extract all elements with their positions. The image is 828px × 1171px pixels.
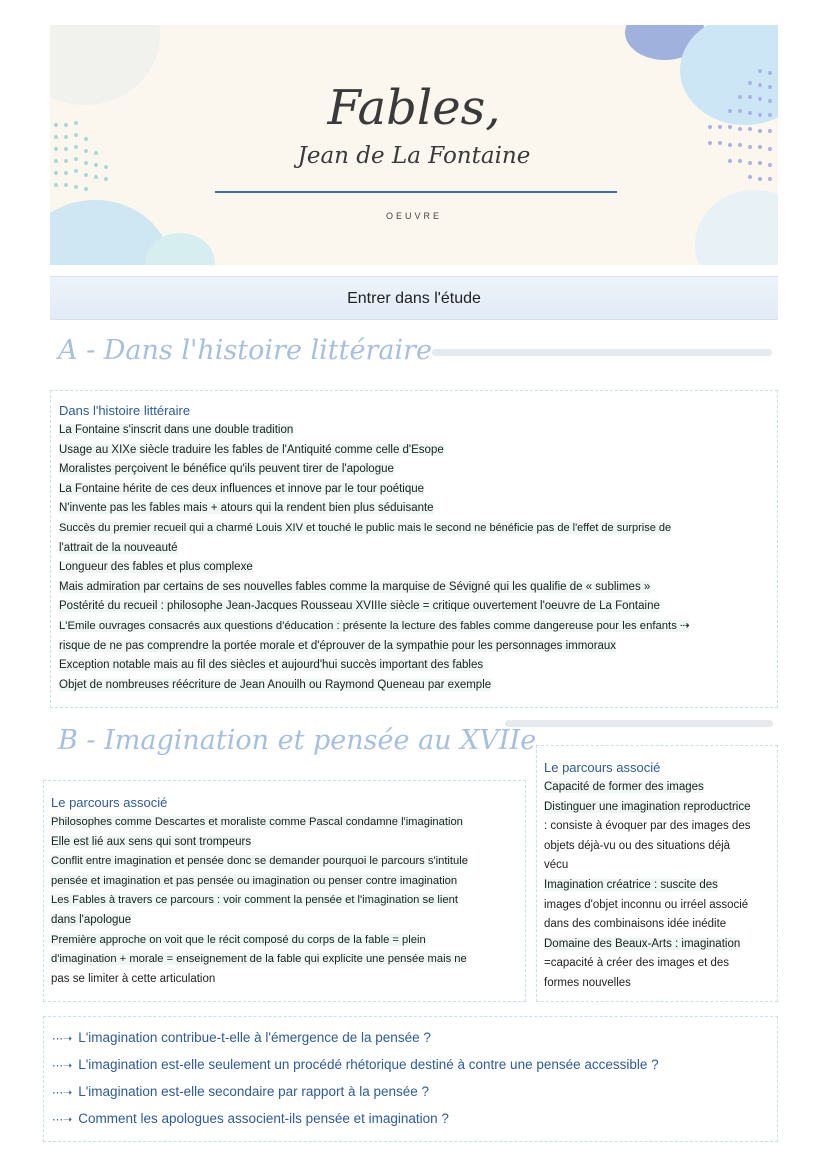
text-line: Succès du premier recueil qui a charmé Louis XIV et touché le public mais le second ne bénéficie pas de l'effet de surprise de — [59, 521, 672, 534]
category-label: OEUVRE — [385, 211, 442, 221]
arrow-icon: ⋯➝ — [52, 1114, 73, 1126]
arrow-icon: ⋯➝ — [52, 1060, 73, 1072]
text-line: Objet de nombreuses réécriture de Jean Anouilh ou Raymond Queneau par exemple — [59, 678, 492, 691]
page-subtitle: Jean de La Fontaine — [297, 143, 531, 169]
text-line: Usage au XIXe siècle traduire les fables de l'Antiquité comme celle d'Esope — [59, 443, 444, 456]
text-line: Postérité du recueil : philosophe Jean-Jacques Rousseau XVIIIe siècle = critique ouvertement l'oeuvre de La Fontaine — [59, 600, 660, 613]
text-line: formes nouvelles — [544, 976, 631, 989]
text-line: l'attrait de la nouveauté — [59, 541, 178, 554]
text-line: Capacité de former des images — [544, 781, 704, 793]
text-line: Mais admiration par certains de ses nouvelles fables comme la marquise de Sévigné qui les qualifie de « sublimes » — [59, 580, 651, 593]
question-item — [52, 1052, 769, 1079]
right-box-title: Le parcours associé — [544, 760, 661, 775]
question-item — [52, 1106, 769, 1133]
text-line: Première approche on voit que le récit composé du corps de la fable = plein — [51, 933, 426, 946]
text-line: Imagination créatrice : suscite des — [544, 878, 718, 891]
text-line: Elle est lié aux sens qui sont trompeurs — [51, 835, 252, 848]
text-line: dans l'apologue — [51, 913, 132, 926]
text-line: L'Emile ouvrages consacrés aux questions d'éducation : présente la lecture des fables comme dangereuse pour les enfants ⇢ — [59, 619, 690, 632]
question-text: L'imagination est-elle secondaire par rapport à la pensée ? — [78, 1084, 430, 1099]
text-line: =capacité à créer des images et des — [544, 957, 730, 970]
page-title: Fables, — [327, 80, 501, 136]
text-line: vécu — [544, 859, 569, 872]
text-line: images d'objet inconnu ou irréel associé — [544, 898, 749, 911]
question-item — [52, 1079, 769, 1106]
text-line: Domaine des Beaux-Arts : imagination — [544, 937, 741, 950]
section-a-box — [50, 390, 778, 708]
arrow-icon: ⋯➝ — [52, 1033, 73, 1045]
text-line: pensée et imagination et pas pensée ou imagination ou penser contre imagination — [51, 874, 458, 887]
section-a-stripe — [432, 349, 772, 356]
section-a-heading: A - Dans l'histoire littéraire — [58, 335, 432, 366]
text-line: Philosophes comme Descartes et moraliste comme Pascal condamne l'imagination — [51, 816, 463, 828]
text-line: : consiste à évoquer par des images des — [544, 820, 751, 833]
text-line: pas se limiter à cette articulation — [51, 972, 216, 985]
left-box-title: Le parcours associé — [51, 795, 168, 810]
section-b-stripe — [505, 720, 773, 727]
section-b-right-box — [536, 745, 778, 1002]
questions-box — [43, 1016, 778, 1142]
question-item — [52, 1025, 769, 1052]
title-divider — [215, 191, 617, 193]
text-line: Les Fables à travers ce parcours : voir comment la pensée et l'imagination se lient — [51, 894, 458, 907]
text-line: objets déjà-vu ou des situations déjà — [544, 839, 731, 852]
text-line: dans des combinaisons idée inédite — [544, 918, 727, 931]
question-text: L'imagination contribue-t-elle à l'émergence de la pensée ? — [78, 1030, 431, 1045]
decor-blob — [695, 190, 778, 265]
text-line: Exception notable mais au fil des siècles et aujourd'hui succès important des fables — [59, 659, 484, 672]
question-text: Comment les apologues associent-ils pensée et imagination ? — [78, 1111, 449, 1126]
question-text: L'imagination est-elle seulement un procédé rhétorique destiné à contre une pensée accessible ? — [78, 1057, 659, 1072]
text-line: La Fontaine s'inscrit dans une double tradition — [59, 424, 294, 436]
text-line: La Fontaine hérite de ces deux influences et innove par le tour poétique — [59, 482, 425, 495]
text-line: risque de ne pas comprendre la portée morale et d'éprouver de la sympathie pour les personnages immoraux — [59, 639, 617, 652]
section-a-box-title: Dans l'histoire littéraire — [59, 403, 191, 418]
header-banner — [50, 25, 778, 265]
section-b-left-box — [43, 780, 526, 1002]
text-line: N'invente pas les fables mais + atours qui la rendent bien plus séduisante — [59, 502, 434, 515]
text-line: Conflit entre imagination et pensée donc se demander pourquoi le parcours s'intitule — [51, 855, 468, 868]
text-line: Distinguer une imagination reproductrice — [544, 800, 751, 813]
text-line: Moralistes perçoivent le bénéfice qu'ils peuvent tirer de l'apologue — [59, 463, 394, 476]
section-b-heading: B - Imagination et pensée au XVIIe — [58, 725, 537, 756]
text-line: Longueur des fables et plus complexe — [59, 561, 253, 574]
text-line: d'imagination + morale = enseignement de la fable qui explicite une pensée mais ne — [51, 953, 467, 966]
arrow-icon: ⋯➝ — [52, 1087, 73, 1099]
study-bar: Entrer dans l'étude — [50, 276, 778, 320]
